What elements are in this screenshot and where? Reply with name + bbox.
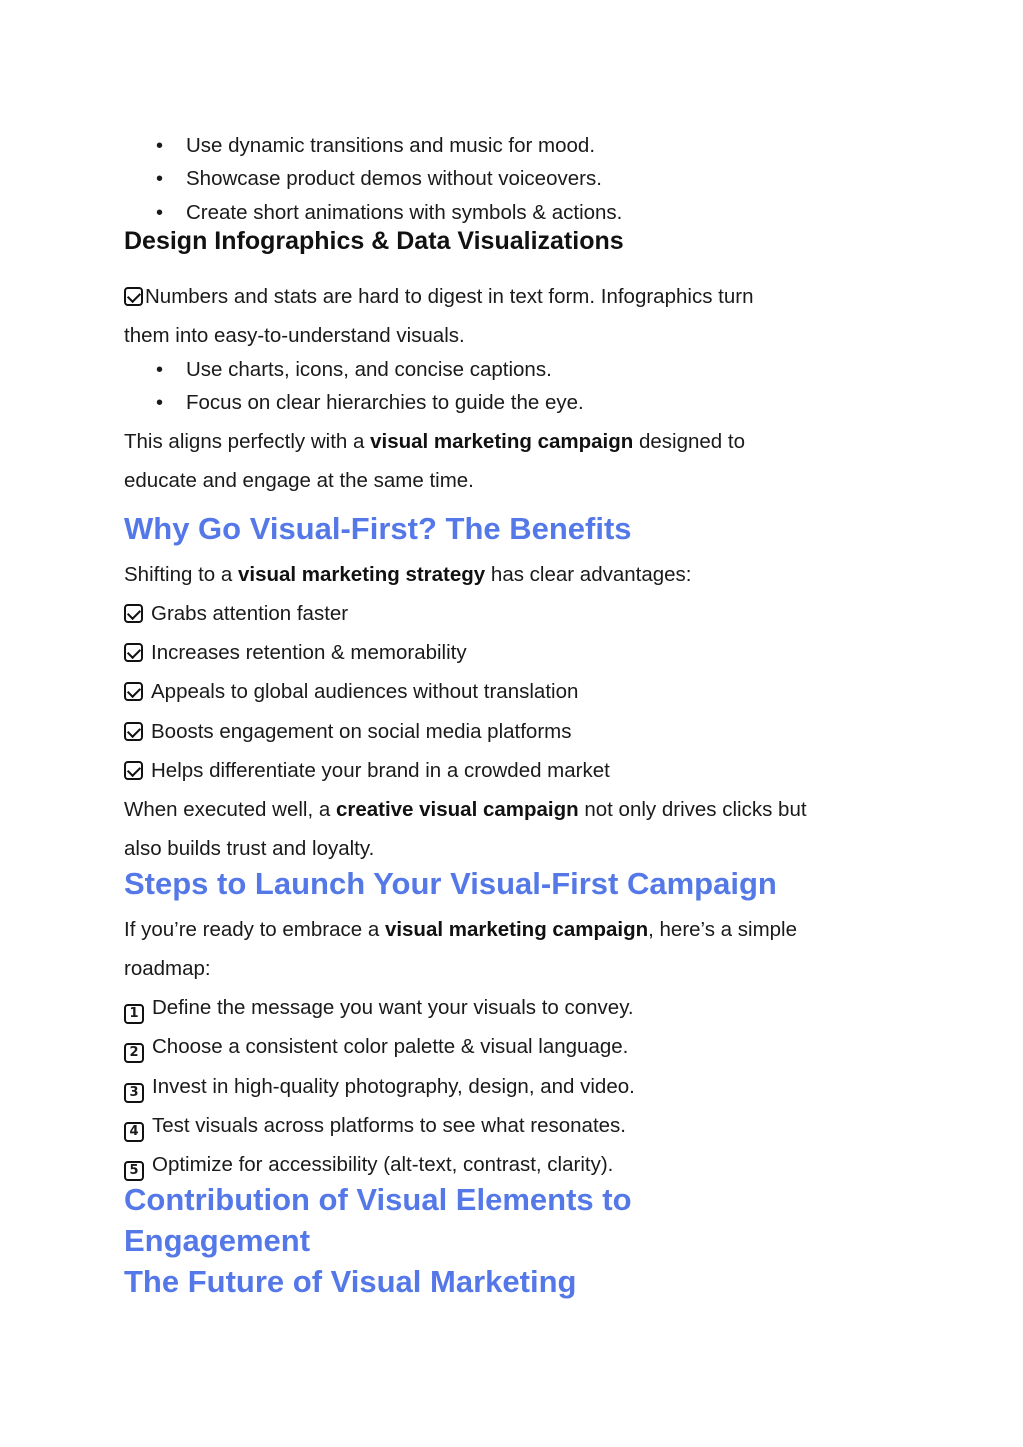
step-item: 3 Invest in high-quality photography, design, and video. bbox=[124, 1075, 635, 1103]
benefits-outro-line2: also builds trust and loyalty. bbox=[124, 837, 375, 860]
infographics-paragraph-line2: them into easy-to-understand visuals. bbox=[124, 324, 465, 347]
bullet-dot-icon: • bbox=[156, 392, 164, 414]
number-box-icon: 5 bbox=[124, 1161, 144, 1181]
align-paragraph-line2: educate and engage at the same time. bbox=[124, 469, 474, 492]
bold-phrase: creative visual campaign bbox=[335, 798, 579, 821]
infographics-paragraph-line1: Numbers and stats are hard to digest in text form. Infographics turn bbox=[124, 285, 753, 309]
benefits-outro-line1: When executed well, a creative visual campaign not only drives clicks but bbox=[124, 798, 807, 821]
check-box-icon bbox=[124, 604, 143, 623]
section-heading-contribution: Contribution of Visual Elements to bbox=[124, 1182, 632, 1217]
section-heading-future: The Future of Visual Marketing bbox=[124, 1264, 577, 1299]
number-box-icon: 4 bbox=[124, 1122, 144, 1142]
bullet-dot-icon: • bbox=[156, 135, 164, 157]
number-box-icon: 2 bbox=[124, 1043, 144, 1063]
list-item: Showcase product demos without voiceovers. bbox=[186, 167, 602, 190]
bold-phrase: visual marketing campaign bbox=[384, 918, 649, 941]
bold-phrase: visual marketing campaign bbox=[370, 430, 634, 453]
benefit-item: Grabs attention faster bbox=[124, 602, 348, 626]
list-item: Use charts, icons, and concise captions. bbox=[186, 358, 552, 381]
bold-phrase: visual marketing strategy bbox=[237, 563, 486, 586]
check-box-icon bbox=[124, 761, 143, 780]
section-heading-steps: Steps to Launch Your Visual-First Campaign bbox=[124, 866, 777, 901]
number-box-icon: 3 bbox=[124, 1083, 144, 1103]
list-item: Focus on clear hierarchies to guide the eye. bbox=[186, 391, 584, 414]
check-box-icon bbox=[124, 722, 143, 741]
benefit-item: Increases retention & memorability bbox=[124, 641, 467, 665]
section-heading-contribution-line2: Engagement bbox=[124, 1223, 311, 1258]
section-heading-infographics: Design Infographics & Data Visualizations bbox=[124, 227, 624, 255]
bullet-dot-icon: • bbox=[156, 168, 164, 190]
benefit-item: Helps differentiate your brand in a crowded market bbox=[124, 759, 610, 783]
step-item: 1 Define the message you want your visuals to convey. bbox=[124, 996, 634, 1024]
benefits-intro: Shifting to a visual marketing strategy has clear advantages: bbox=[124, 563, 692, 586]
step-item: 5 Optimize for accessibility (alt-text, contrast, clarity). bbox=[124, 1153, 613, 1181]
check-box-icon bbox=[124, 682, 143, 701]
benefit-item: Appeals to global audiences without translation bbox=[124, 680, 578, 704]
align-paragraph-line1: This aligns perfectly with a visual marketing campaign designed to bbox=[124, 430, 745, 453]
bullet-dot-icon: • bbox=[156, 202, 164, 224]
list-item: Create short animations with symbols & actions. bbox=[186, 201, 623, 224]
steps-intro-line1: If you’re ready to embrace a visual marketing campaign, here’s a simple bbox=[124, 918, 798, 941]
step-item: 4 Test visuals across platforms to see what resonates. bbox=[124, 1114, 626, 1142]
benefit-item: Boosts engagement on social media platforms bbox=[124, 720, 571, 744]
step-item: 2 Choose a consistent color palette & visual language. bbox=[124, 1035, 628, 1063]
section-heading-benefits: Why Go Visual-First? The Benefits bbox=[124, 511, 632, 546]
steps-intro-line2: roadmap: bbox=[124, 957, 211, 980]
check-box-icon bbox=[124, 643, 143, 662]
list-item: Use dynamic transitions and music for mood. bbox=[186, 134, 596, 157]
bullet-dot-icon: • bbox=[156, 359, 164, 381]
number-box-icon: 1 bbox=[124, 1004, 144, 1024]
check-box-icon bbox=[124, 287, 143, 306]
